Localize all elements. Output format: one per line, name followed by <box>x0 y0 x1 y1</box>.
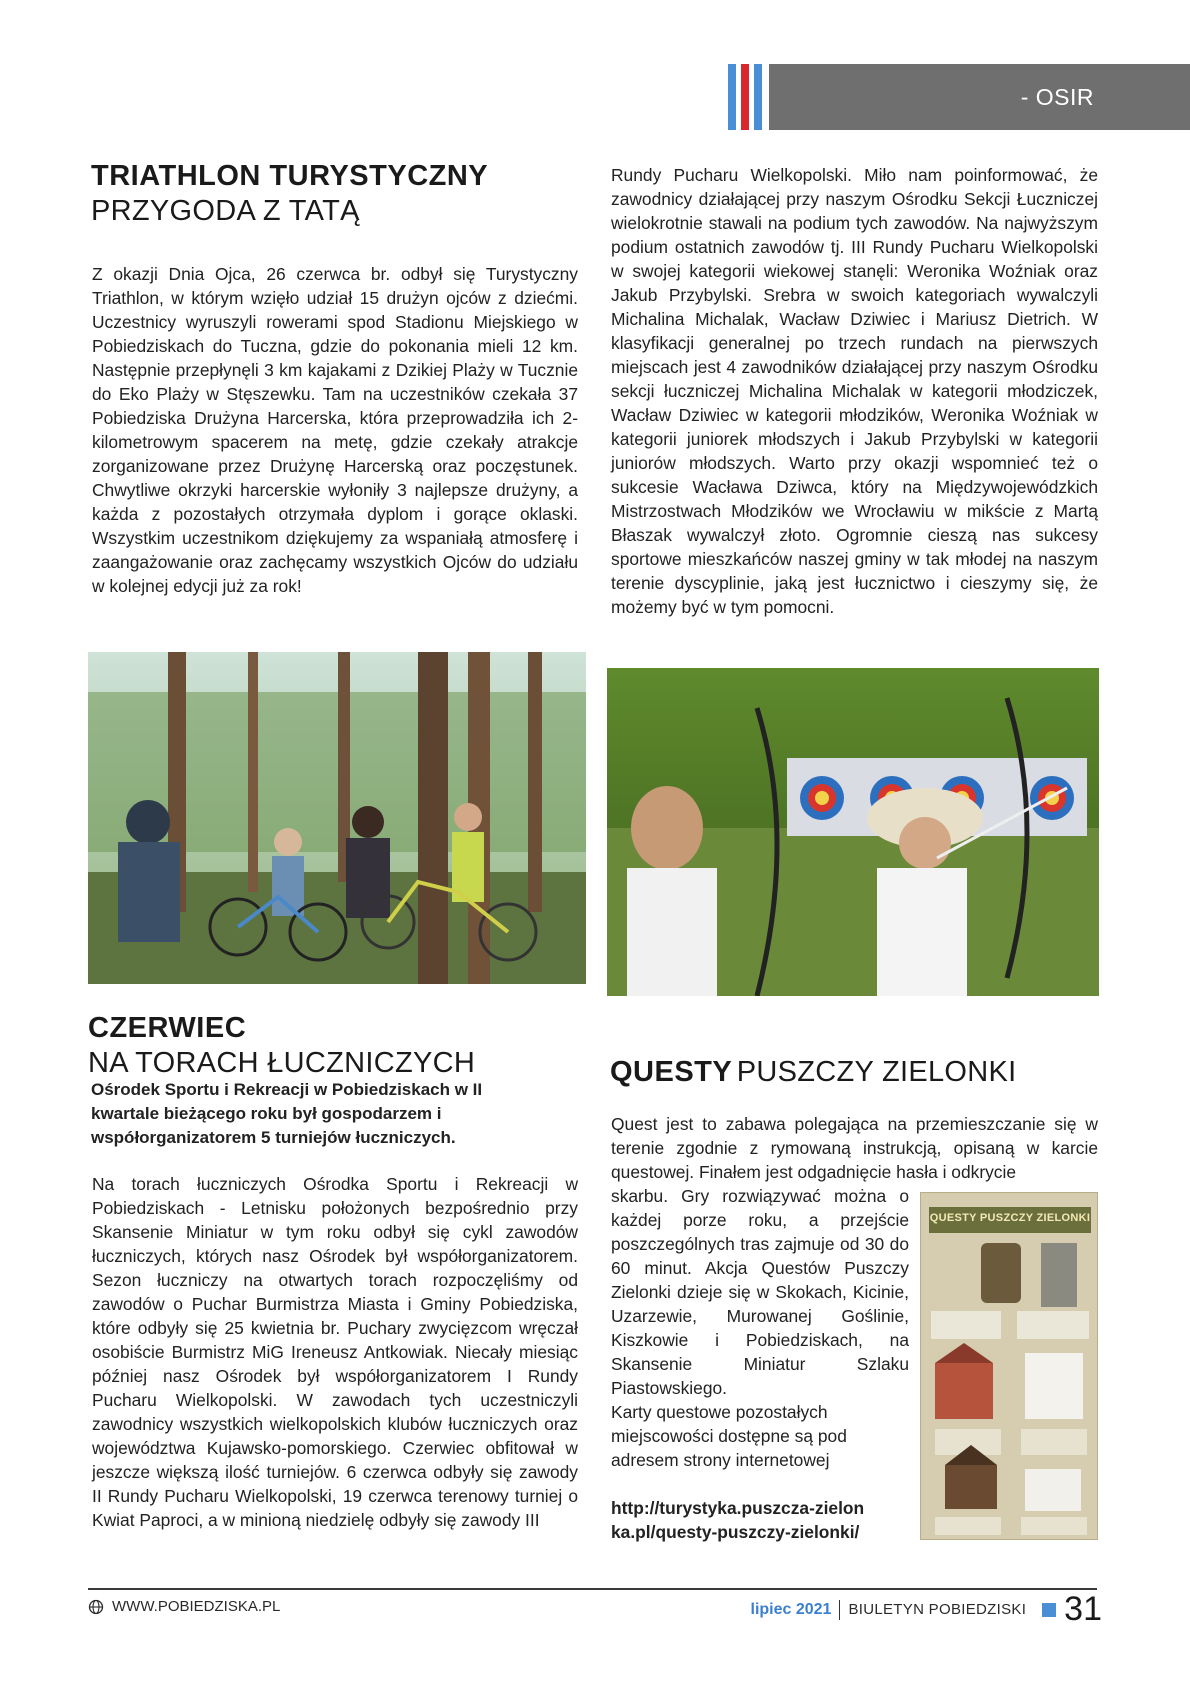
footer-issue: lipiec 2021 <box>750 1600 832 1618</box>
footer-website[interactable]: WWW.POBIEDZISKA.PL <box>112 1598 281 1615</box>
article1-title-light: PRZYGODA Z TATĄ <box>91 195 360 227</box>
footer-square-icon <box>1042 1603 1056 1617</box>
header-stripe-blue <box>728 64 736 130</box>
poster-title: QUESTY PUSZCZY ZIELONKI <box>929 1212 1091 1224</box>
article1-title-bold: TRIATHLON TURYSTYCZNY <box>91 160 489 192</box>
article3-side-paragraph-2: Karty questowe pozostałych miejscowości dostępne są pod adresem strony internetowej <box>611 1402 847 1470</box>
forest-cyclists-image <box>88 652 586 984</box>
article2-title-bold: CZERWIEC <box>88 1012 247 1044</box>
article2-body <box>92 1172 578 1532</box>
section-label: - OSIR <box>1020 84 1094 110</box>
article2-continued <box>611 163 1098 619</box>
globe-icon <box>88 1599 104 1615</box>
article3-intro-paragraph: Quest jest to zabawa polegająca na przemieszczanie się w terenie zgodnie z rymowaną instrukcją, opisaną w karcie questowej. Finałem jest odgadnięcie hasła i odkrycie <box>611 1114 1098 1182</box>
header-stripe-blue-2 <box>754 64 762 130</box>
quest-poster <box>920 1192 1098 1540</box>
footer-right <box>751 1590 1103 1629</box>
header-stripe-red <box>741 64 749 130</box>
article1-paragraph: Z okazji Dnia Ojca, 26 czerwca br. odbył się Turystyczny Triathlon, w którym wzięło udział 15 drużyn ojców z dziećmi. Uczestnicy wyruszyli rowerami spod Stadionu Miejskiego w Pobiedziskach do Tuczna, gdzie do pokonania mieli 12 km. Następnie przepłynęli 3 km kajakami z Dzikiej Plaży w Tucznie do Eko Plaży w Stęszewku. Tam na uczestników czekała 37 Pobiedziska Drużyna Harcerska, która przeprowadziła ich 2- kilometrowym spacerem na metę, gdzie czekały atrakcje zorganizowane przez Drużynę Harcerską oraz poczęstunek. Chwytliwe okrzyki harcerskie wyłoniły 3 najlepsze drużyny, a każda z pozostałych otrzymała dyplom i gorące oklaski. Wszystkim uczestnikom dziękujemy za wspaniałą atmosferę i zaangażowanie oraz zachęcamy wszystkich Ojców do udziału w kolejnej edycji już za rok! <box>92 264 578 596</box>
archery-photo <box>607 668 1099 996</box>
quest-url-link[interactable]: http://turystyka.puszcza-zielonka.pl/questy-puszczy-zielonki/ <box>611 1498 865 1542</box>
article3-side <box>611 1184 909 1544</box>
article3-side-paragraph: skarbu. Gry rozwiązywać można o każdej porze roku, a przejście poszczególnych tras zajmuje od 30 do 60 minut. Akcja Questów Puszczy Zielonki dzieje się w Skokach, Kicinie, Uzarzewie, Murowanej Goślinie, Kiszkowie i Pobiedziskach, na Skansenie Miniatur Szlaku Piastowskiego. <box>611 1186 909 1398</box>
page-number: 31 <box>1064 1590 1102 1628</box>
article3-title-light: PUSZCZY ZIELONKI <box>736 1056 1017 1088</box>
article3-title-bold: QUESTY <box>610 1056 733 1088</box>
article1-body <box>92 262 578 598</box>
article2-paragraph: Na torach łuczniczych Ośrodka Sportu i Rekreacji w Pobiedziskach - Letnisku położonych bezpośrednio przy Skansenie Miniatur w tym roku odbył się cykl zawodów łuczniczych, których nasz Ośrodek był współorganizatorem. Sezon łuczniczy na otwartych torach rozpoczęliśmy od zawodów o Puchar Burmistrza Miasta i Gminy Pobiedziska, które odbyły się 25 kwietnia br. Puchary zwycięzcom wręczał osobiście Burmistrz MiG Ireneusz Antkowiak. Niecały miesiąc później nasz Ośrodek był współorganizatorem I Rundy Pucharu Wielkopolski. W zawodach tych uczestniczyli zawodnicy wszystkich wielkopolskich klubów łuczniczych oraz województwa Kujawsko-pomorskiego. Czerwiec obfitował w jeszcze większą ilość turniejów. 6 czerwca odbyły się zawody II Rundy Pucharu Wielkopolski, 19 czerwca terenowy turniej o Kwiat Paproci, a w minioną niedzielę odbyły się zawody III <box>92 1174 578 1530</box>
footer-left <box>88 1598 280 1615</box>
article2-lead <box>91 1078 521 1150</box>
article3-title <box>610 1056 1017 1089</box>
article1-title <box>91 160 488 228</box>
article2-lead-paragraph: Ośrodek Sportu i Rekreacji w Pobiedziskach w II kwartale bieżącego roku był gospodarzem i współorganizatorem 5 turniejów łuczniczych. <box>91 1080 483 1147</box>
section-band <box>769 64 1190 130</box>
article2-title <box>88 1012 475 1080</box>
triathlon-photo <box>88 652 586 984</box>
archery-range-image <box>607 668 1099 996</box>
article3-intro <box>611 1112 1098 1184</box>
article2-continued-paragraph: Rundy Pucharu Wielkopolski. Miło nam poinformować, że zawodnicy działającej przy naszym Ośrodku Sekcji Łuczniczej wielokrotnie stawali na podium tych zawodów. Na najwyższym podium ostatnich zawodów tj. III Rundy Pucharu Wielkopolski w swojej kategorii wiekowej stanęli: Weronika Woźniak oraz Jakub Przybylski. Srebra w swoich kategoriach wywalczyli Michalina Michalak, Wacław Dziwiec i Mariusz Dietrich. W klasyfikacji generalnej po trzech rundach na pierwszych miejscach jest 4 zawodników działającej przy naszym Ośrodku sekcji łuczniczej Michalina Michalak w kategorii młodziczek, Wacław Dziwiec w kategorii młodzików, Weronika Woźniak w kategorii juniorek młodszych i Jakub Przybylski w kategorii juniorów młodszych. Warto przy okazji wspomnieć też o sukcesie Wacława Dziwca, który na Międzywojewódzkich Mistrzostwach Młodzików we Wrocławiu w mikście z Martą Błaszak wywalczył złoto. Ogromnie cieszą nas sukcesy sportowe mieszkańców naszej gminy w tak młodej na naszym terenie dyscyplinie, jaką jest łucznictwo i cieszymy się, że możemy być w tym pomocni. <box>611 165 1098 617</box>
footer-publication: BIULETYN POBIEDZISKI <box>848 1601 1027 1618</box>
article2-title-light: NA TORACH ŁUCZNICZYCH <box>88 1047 476 1079</box>
footer-separator <box>839 1600 840 1620</box>
poster-illustration <box>921 1193 1098 1540</box>
